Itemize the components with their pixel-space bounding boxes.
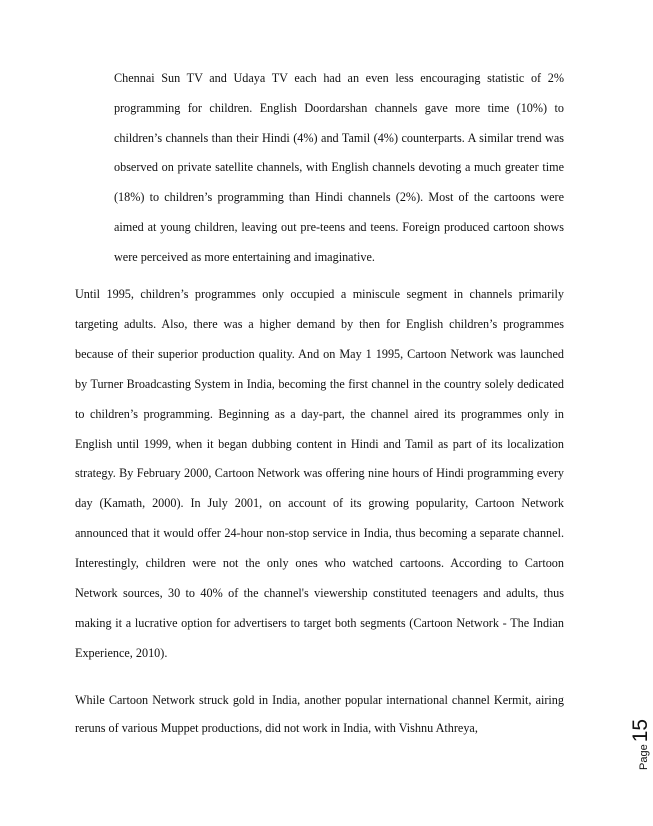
page-number: 15 bbox=[629, 718, 652, 743]
page-number-footer bbox=[599, 700, 652, 770]
paragraph-kermit-channel: While Cartoon Network struck gold in India, another popular international channel Kermit, airing reruns of various Muppet productions, did not work in India, with Vishnu Athreya, bbox=[75, 693, 564, 735]
paragraph-cartoon-network-launch: Until 1995, children’s programmes only occupied a miniscule segment in channels primarily targeting adults. Also, there was a higher demand by then for English children’s programmes because of their superior production quality. And on May 1 1995, Cartoon Network was launched by Turner Broadcasting System in India, becoming the first channel in the country solely dedicated to children’s programming. Beginning as a day-part, the channel aired its programmes only in English until 1999, when it began dubbing content in Hindi and Tamil as part of its localization strategy. By February 2000, Cartoon Network was offering nine hours of Hindi programming every day (Kamath, 2000). In July 2001, on account of its growing popularity, Cartoon Network announced that it would offer 24-hour non-stop service in India, thus becoming a separate channel. Interestingly, children were not the only ones who watched cartoons. According to Cartoon Network sources, 30 to 40% of the channel's viewership constituted teenagers and adults, thus making it a lucrative option for advertisers to target both segments (Cartoon Network - The Indian Experience, 2010). bbox=[75, 287, 564, 660]
block-quote: Chennai Sun TV and Udaya TV each had an even less encouraging statistic of 2% programming for children. English Doordarshan channels gave more time (10%) to children’s channels than their Hindi (4%) and Tamil (4%) counterparts. A similar trend was observed on private satellite channels, with English channels devoting a much greater time (18%) to children’s programming than Hindi channels (2%). Most of the cartoons were aimed at young children, leaving out pre-teens and teens. Foreign produced cartoon shows were perceived as more entertaining and imaginative. bbox=[114, 71, 564, 264]
page-label: Page bbox=[638, 744, 650, 770]
